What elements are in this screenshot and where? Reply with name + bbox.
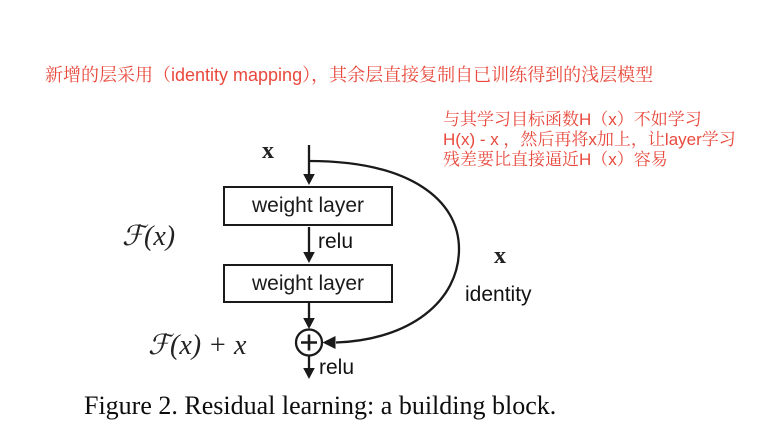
mid-arrowhead bbox=[303, 252, 315, 263]
top-annotation: 新增的层采用（identity mapping），其余层直接复制自已训练得到的浅层模型 bbox=[45, 65, 654, 85]
side-annotation-line-3: 残差要比直接逼近H（x）容易 bbox=[443, 150, 668, 169]
residual-function-label: ℱ(x) bbox=[122, 221, 176, 252]
weight-layer-2-box bbox=[223, 264, 393, 303]
skip-x-label: x bbox=[494, 243, 506, 269]
relu-out-label: relu bbox=[319, 356, 355, 379]
skip-arrowhead bbox=[323, 336, 336, 349]
side-annotation-line-2: H(x) - x ，然后再将x加上，让layer学习 bbox=[443, 130, 736, 149]
to-add-arrowhead bbox=[303, 318, 315, 329]
input-arrowhead bbox=[303, 174, 315, 185]
weight-layer-2-label: weight layer bbox=[251, 271, 365, 295]
weight-layer-1-box bbox=[223, 186, 393, 226]
identity-label: identity bbox=[465, 283, 532, 306]
output-arrowhead bbox=[303, 368, 315, 379]
side-annotation-line-1: 与其学习目标函数H（x）不如学习 bbox=[443, 110, 702, 129]
output-sum-label: ℱ(x) + x bbox=[148, 330, 247, 361]
relu-mid-label: relu bbox=[318, 230, 354, 253]
figure-caption: Figure 2. Residual learning: a building block. bbox=[84, 391, 557, 420]
input-x-label: x bbox=[262, 138, 274, 164]
weight-layer-1-label: weight layer bbox=[251, 194, 365, 217]
